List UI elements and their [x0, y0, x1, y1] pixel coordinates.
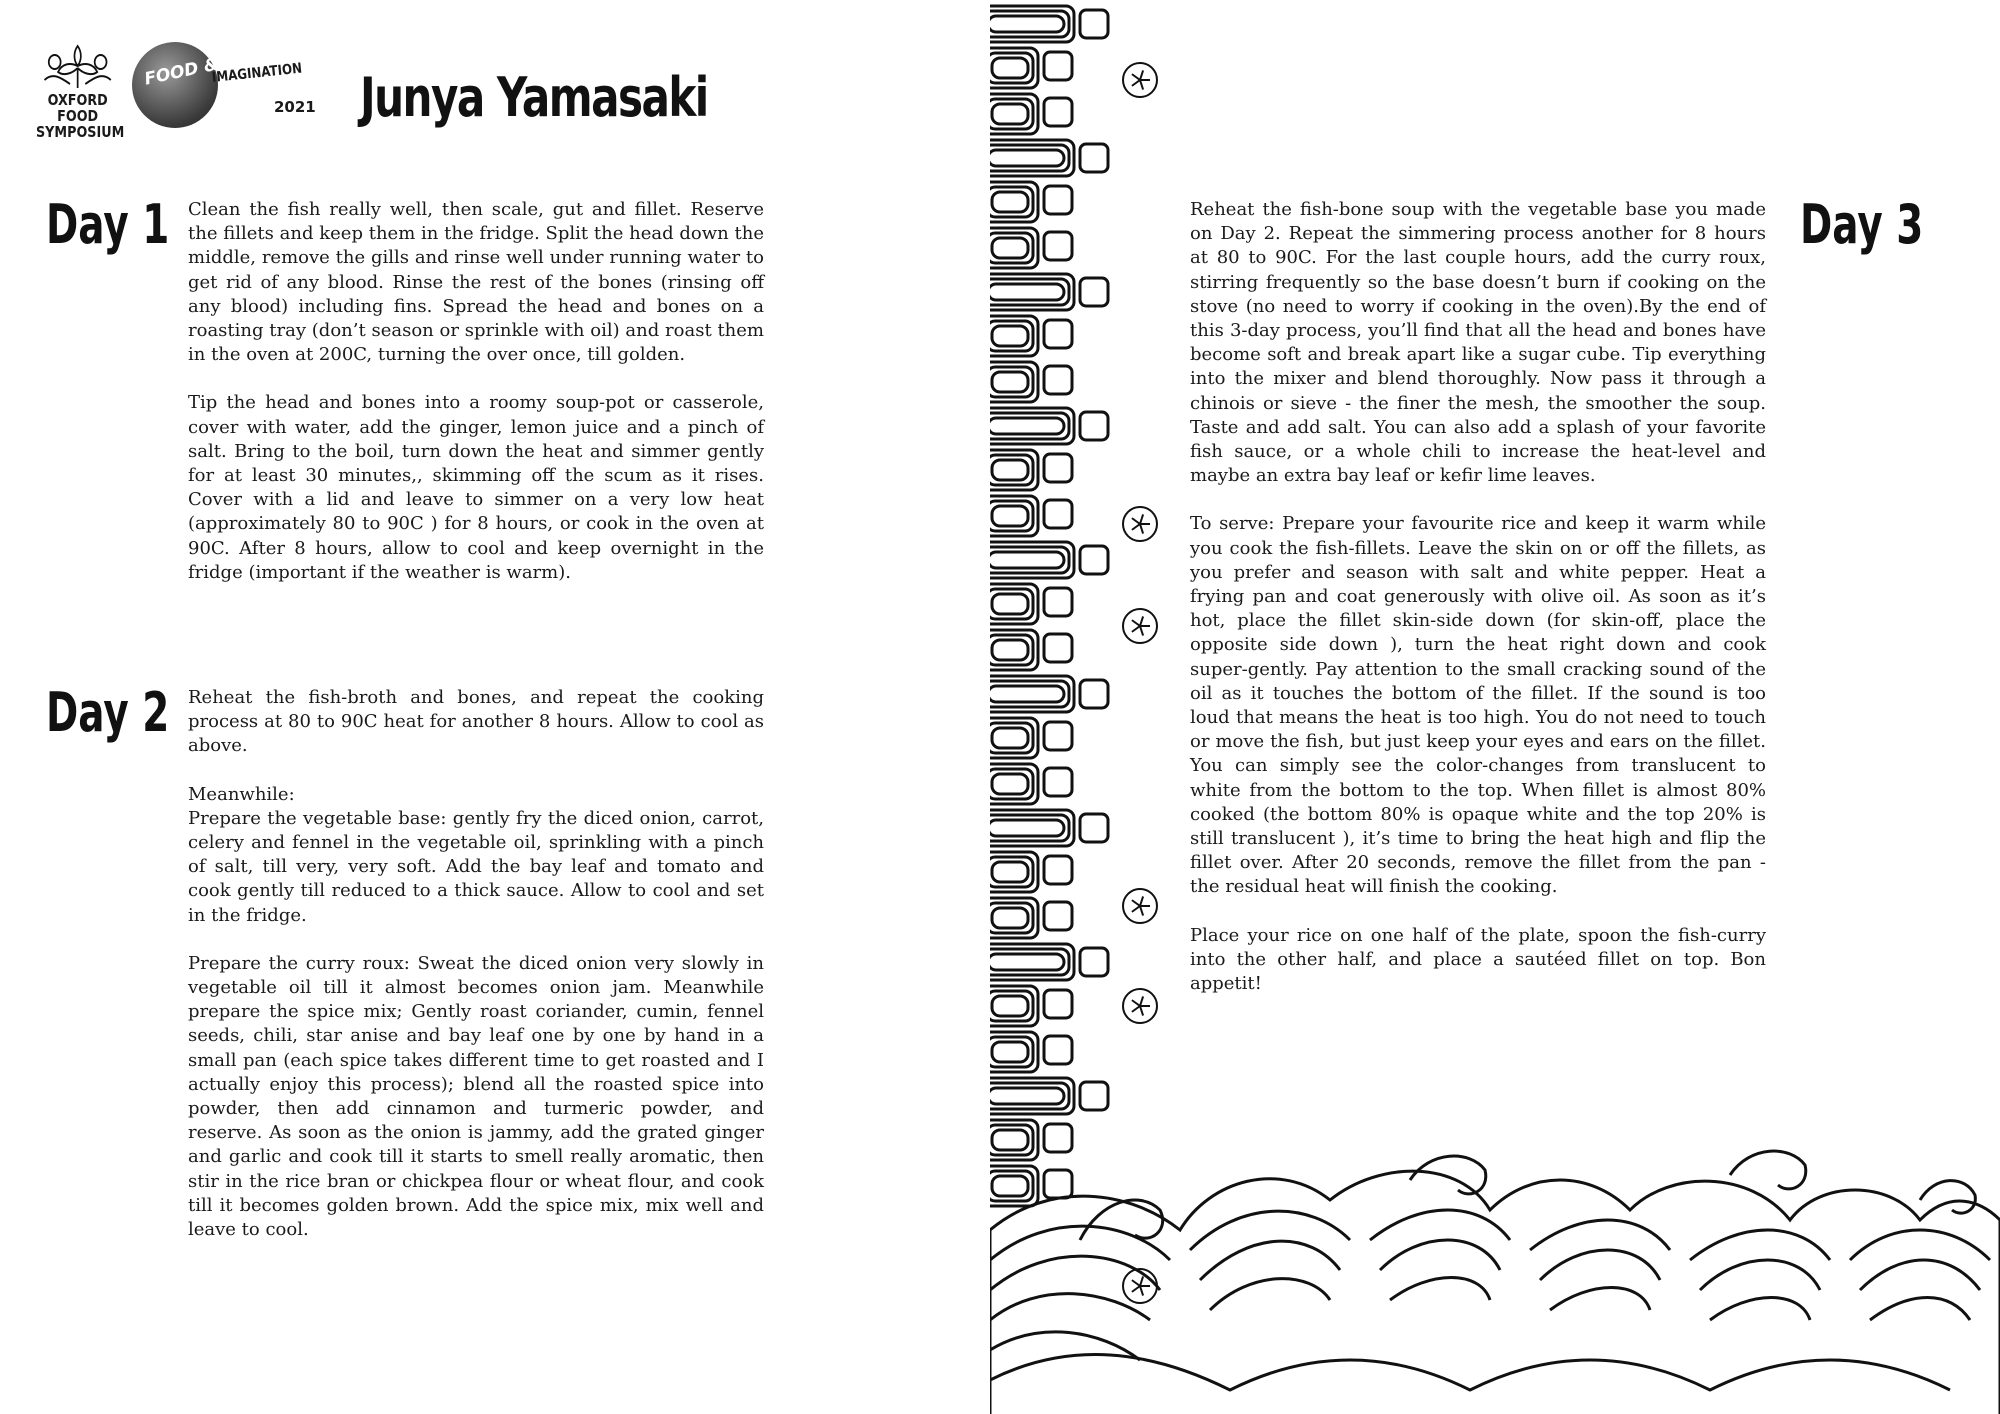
oxford-food-symposium-logo	[36, 42, 125, 141]
pattern-square	[1044, 856, 1072, 884]
pattern-square	[1044, 634, 1072, 662]
pattern-box	[992, 728, 1028, 748]
flower-petal	[1140, 524, 1143, 534]
pattern-box	[990, 552, 1064, 568]
pattern-box	[992, 908, 1028, 928]
day1-text	[188, 198, 764, 609]
pattern-box	[992, 594, 1028, 614]
pattern-box	[992, 326, 1028, 346]
pattern-square	[1044, 500, 1072, 528]
pattern-square	[1044, 52, 1072, 80]
pattern-square	[1080, 546, 1108, 574]
day2-paragraph: Reheat the fish-broth and bones, and repeat the cooking process at 80 to 90C heat for another 8 hours. Allow to cool as above.	[188, 687, 764, 757]
pattern-square	[1044, 768, 1072, 796]
day3-text	[1190, 198, 1766, 1020]
pattern-square	[1080, 680, 1108, 708]
flower-petal	[1140, 1276, 1143, 1286]
flower-petal	[1132, 620, 1140, 626]
fleur-ornament-icon	[36, 42, 119, 92]
flower-petal	[1132, 1000, 1140, 1006]
pattern-box	[992, 1130, 1028, 1150]
flower-petal	[1132, 1006, 1140, 1012]
flower-petal	[1132, 74, 1140, 80]
flower-petal	[1140, 906, 1143, 916]
day2-paragraph: Prepare the vegetable base: gently fry the diced onion, carrot, celery and fennel in the vegetable oil, sprinkling with a pinch of salt, till very, very soft. Add the bay leaf and tomato and cook gently till reduced to a thick sauce. Allow to cool and set in the fridge.	[188, 807, 764, 926]
pattern-square	[1080, 10, 1108, 38]
flower-petal	[1132, 80, 1140, 86]
flower-petal	[1140, 1286, 1143, 1296]
flower-petal	[1140, 616, 1143, 626]
pattern-box	[992, 460, 1028, 480]
pattern-box	[992, 58, 1028, 78]
logo-line-2: SYMPOSIUM	[36, 123, 125, 141]
pattern-box	[992, 996, 1028, 1016]
pattern-square	[1044, 1170, 1072, 1198]
pattern-box	[990, 1088, 1064, 1104]
day2-text	[188, 686, 764, 1266]
pattern-box	[990, 418, 1064, 434]
pattern-square	[1044, 902, 1072, 930]
pattern-square	[1080, 1082, 1108, 1110]
flower-petal	[1132, 1280, 1140, 1286]
flower-petal	[1140, 1006, 1143, 1016]
flower-petal	[1132, 518, 1140, 524]
flower-petal	[1140, 996, 1143, 1006]
pattern-square	[1044, 366, 1072, 394]
pattern-square	[1044, 588, 1072, 616]
author-name: Junya Yamasaki	[360, 66, 708, 129]
flower-petal	[1140, 80, 1143, 90]
pattern-square	[1080, 814, 1108, 842]
logo-line-1: OXFORD FOOD	[47, 91, 108, 125]
flower-petal	[1132, 524, 1140, 530]
day2-paragraph: Prepare the curry roux: Sweat the diced onion very slowly in vegetable oil till it almost becomes onion jam. Meanwhile prepare the spice mix; Gently roast coriander, cumin, fennel seeds, chili, star anise and bay leaf one by one by hand in a small pan (each spice takes different time to get roasted and I actually enjoy this process); blend all the roasted spice into powder, then add cinnamon and turmeric powder, and reserve. As soon as the onion is jammy, add the grated ginger and garlic and cook till it starts to smell really aromatic, then stir in the rice bran or chickpea flour or wheat flour, and cook till it becomes golden brown. Add the spice mix, mix well and leave to cool.	[188, 952, 764, 1241]
logo-food: FOOD &	[142, 54, 221, 90]
flower-petal	[1132, 1286, 1140, 1292]
pattern-box	[992, 104, 1028, 124]
pattern-box	[992, 640, 1028, 660]
flower-petal	[1132, 900, 1140, 906]
pattern-box	[990, 150, 1064, 166]
logo-imagination: IMAGINATION	[211, 60, 303, 86]
pattern-box	[992, 1176, 1028, 1196]
pattern-box	[992, 1042, 1028, 1062]
pattern-square	[1044, 1036, 1072, 1064]
flower-petal	[1132, 626, 1140, 632]
day1-paragraph: Tip the head and bones into a roomy soup-pot or casserole, cover with water, add the ginger, lemon juice and a pinch of salt. Bring to the boil, turn down the heat and simmer gently for at least 30 minutes,, skimming off the scum as it rises. Cover with a lid and leave to simmer on a very low heat (approximately 80 to 90C ) for 8 hours, or cook in the oven at 90C. After 8 hours, allow to cool and keep overnight in the fridge (important if the weather is warm).	[188, 392, 764, 583]
pattern-square	[1044, 320, 1072, 348]
pattern-square	[1044, 98, 1072, 126]
food-imagination-badge-icon	[132, 42, 218, 128]
pattern-box	[992, 774, 1028, 794]
pattern-square	[1080, 144, 1108, 172]
pattern-box	[990, 284, 1064, 300]
pattern-box	[990, 16, 1064, 32]
pattern-square	[1044, 1124, 1072, 1152]
flower-petal	[1140, 70, 1143, 80]
pattern-box	[992, 192, 1028, 212]
pattern-square	[1080, 412, 1108, 440]
pattern-box	[992, 862, 1028, 882]
pattern-box	[990, 686, 1064, 702]
day3-paragraph: Place your rice on one half of the plate, spoon the fish-curry into the other half, and place a sautéed fillet on top. Bon appetit!	[1190, 924, 1766, 995]
pattern-box	[990, 820, 1064, 836]
pattern-square	[1044, 186, 1072, 214]
pattern-square	[1044, 454, 1072, 482]
pattern-box	[992, 506, 1028, 526]
pattern-square	[1080, 948, 1108, 976]
logo-year: 2021	[274, 98, 316, 116]
flower-petal	[1140, 626, 1143, 636]
pattern-box	[992, 372, 1028, 392]
symposium-logo	[36, 42, 326, 141]
pattern-box	[990, 954, 1064, 970]
flower-petal	[1140, 896, 1143, 906]
day2-meanwhile: Meanwhile:	[188, 783, 295, 805]
day1-heading: Day 1	[46, 193, 170, 256]
pattern-square	[1044, 232, 1072, 260]
pattern-square	[1044, 990, 1072, 1018]
day2-heading: Day 2	[46, 681, 170, 744]
day3-heading: Day 3	[1800, 193, 1924, 256]
day3-paragraph: To serve: Prepare your favourite rice and keep it warm while you cook the fish-fillets. Leave the skin on or off the fillets, as you prefer and season with salt and white pepper. Heat a frying pan and coat generously with olive oil. As soon as it’s hot, place the fillet skin-side down (for skin-off, place the opposite side down ), turn the heat right down and cook super-gently. Pay attention to the small cracking sound of the oil as it touches the bottom of the fillet. If the sound is too loud that means the heat is too high. You do not need to touch or move the fish, but just keep your eyes and ears on the fillet. You can simply see the color-changes from translucent to white from the bottom to the top. When fillet is almost 80% cooked (the bottom 80% is opaque white and the top 20% is still translucent ), it’s time to bring the heat high and flip the fillet over. After 20 seconds, remove the fillet from the pan - the residual heat will finish the cooking.	[1190, 513, 1766, 898]
pattern-square	[1044, 722, 1072, 750]
pattern-square	[1080, 278, 1108, 306]
flower-petal	[1132, 906, 1140, 912]
pattern-box	[992, 238, 1028, 258]
day1-paragraph: Clean the fish really well, then scale, gut and fillet. Reserve the fillets and keep them in the fridge. Split the head down the middle, remove the gills and rinse well under running water to get rid of any blood. Rinse the rest of the bones (rinsing off any blood) including fins. Spread the head and bones on a roasting tray (don’t season or sprinkle with oil) and roast them in the oven at 200C, turning the over once, till golden.	[188, 199, 764, 366]
day3-paragraph: Reheat the fish-bone soup with the vegetable base you made on Day 2. Repeat the simmering process another for 8 hours at 80 to 90C. For the last couple hours, add the curry roux, stirring frequently so the base doesn’t burn if cooking on the stove (no need to worry if cooking in the oven).By the end of this 3-day process, you’ll find that all the head and bones have become soft and break apart like a sugar cube. Tip everything into the mixer and blend thoroughly. Now pass it through a chinois or sieve - the finer the mesh, the smoother the soup. Taste and add salt. You can also add a splash of your favorite fish sauce, or a whole chili to increase the heat-level and maybe an extra bay leaf or kefir lime leaves.	[1190, 199, 1766, 487]
flower-petal	[1140, 514, 1143, 524]
